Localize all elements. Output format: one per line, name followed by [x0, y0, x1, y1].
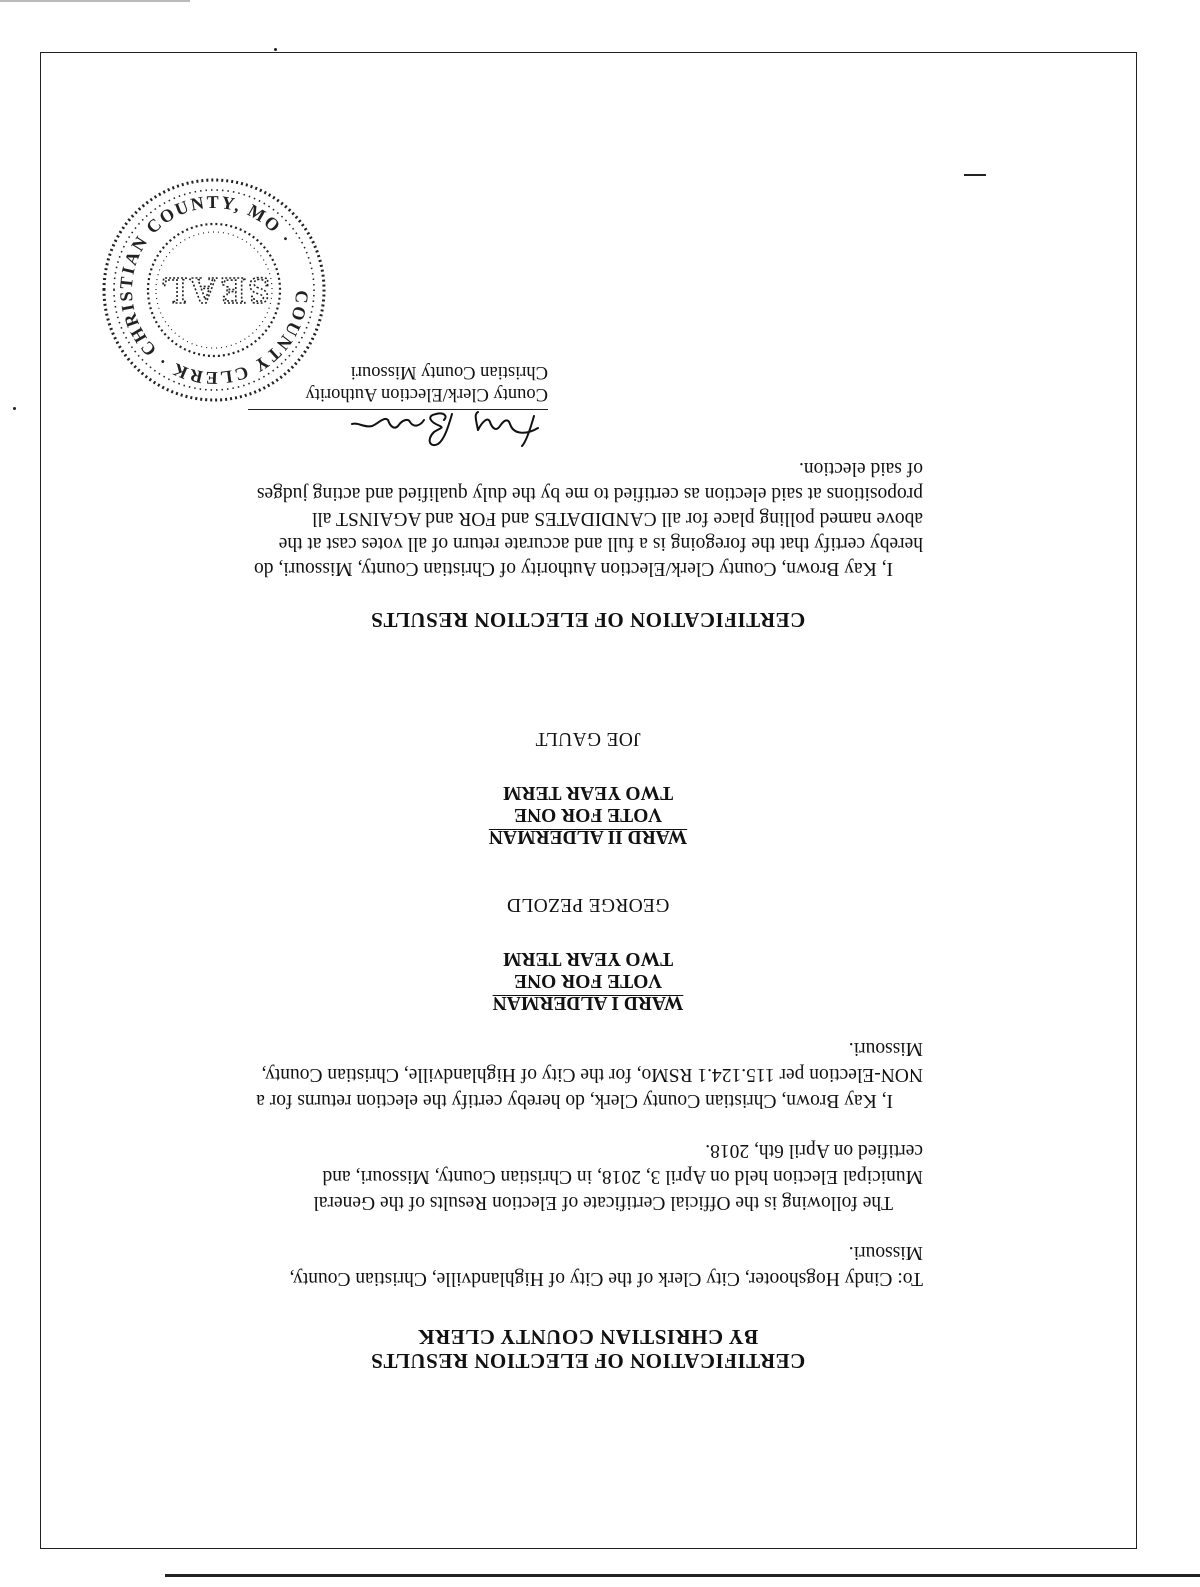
page-mark — [964, 174, 986, 176]
scan-edge-bottom — [165, 1574, 1200, 1577]
vote-for-label: VOTE FOR ONE — [513, 970, 663, 991]
document-heading — [253, 1325, 923, 1373]
county-clerk-seal — [98, 174, 330, 406]
signer-county: Christian County Missouri — [350, 362, 548, 382]
candidate-name: GEORGE PEZOLD — [506, 894, 670, 915]
office-title: WARD II ALDERMAN — [488, 826, 688, 847]
certification-paragraph: I, Kay Brown, County Clerk/Election Authority of Christian County, Missouri, do hereby certify that the foregoing is a full and accurate return of all votes cast at the above named polling place for all CANDIDATES and FOR and AGAINST all propositions at said election as certified to me by the duly qualified and acting judges of said election. — [254, 458, 923, 579]
scan-speck — [13, 407, 16, 410]
heading-line-1: CERTIFICATION OF ELECTION RESULTS — [370, 1349, 806, 1373]
signer-title: County Clerk/Election Authority — [305, 384, 548, 404]
rotated-page-content — [41, 53, 1136, 1548]
office-ward-1 — [253, 947, 923, 1013]
non-election-paragraph: I, Kay Brown, Christian County Clerk, do hereby certify the election returns for a NON-Election per 115.124.1 RSMo, for the City of Highlandville, Christian County, Missouri. — [256, 1038, 923, 1111]
document-body — [253, 361, 923, 1373]
handwritten-signature — [288, 410, 548, 450]
certification-heading: CERTIFICATION OF ELECTION RESULTS — [370, 608, 806, 632]
intro-paragraph: The following is the Official Certificate of Election Results of the General Municipal Election held on April 3, 2018, in Christian County, Missouri, and certified on April 6th, 2018. — [313, 1140, 923, 1213]
candidate-name: JOE GAULT — [535, 728, 641, 749]
term-label: TWO YEAR TERM — [502, 948, 674, 969]
term-label: TWO YEAR TERM — [502, 782, 674, 803]
heading-line-2: BY CHRISTIAN COUNTY CLERK — [417, 1325, 759, 1349]
scan-speck — [274, 48, 277, 51]
scan-edge-top — [0, 0, 190, 2]
office-title: WARD I ALDERMAN — [492, 992, 684, 1013]
vote-for-label: VOTE FOR ONE — [513, 804, 663, 825]
addressee-line: To: Cindy Hogshooter, City Clerk of the City of Highlandville, Christian County, Missouri. — [289, 1242, 923, 1289]
seal-ring-text: COUNTY CLERK · CHRISTIAN COUNTY, MO · — [115, 191, 313, 389]
seal-center-text: SEAL — [158, 269, 270, 311]
office-ward-2 — [253, 781, 923, 847]
signature-line — [248, 409, 548, 410]
scanned-page — [40, 52, 1137, 1549]
